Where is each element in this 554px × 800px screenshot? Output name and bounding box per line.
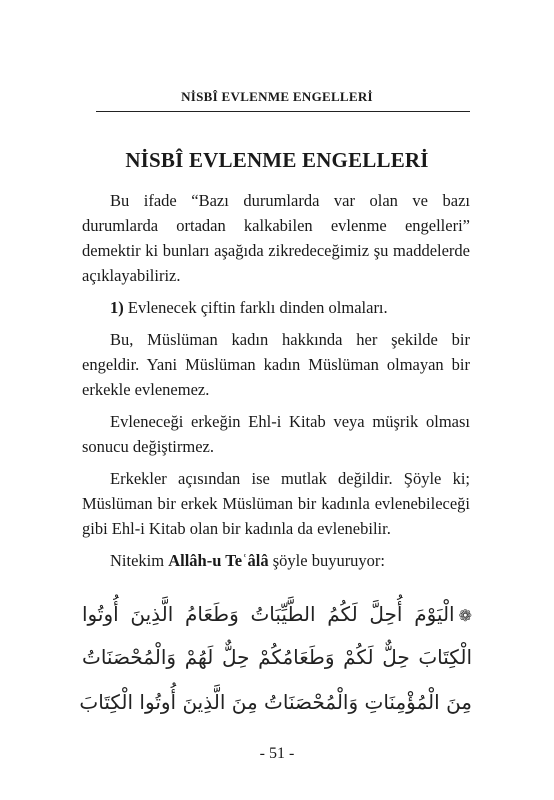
paragraph-item-1 (82, 295, 470, 320)
quote-intro-after: şöyle buyuruyor: (268, 551, 386, 570)
verse-line-2: الْكِتَابَ حِلٌّ لَكُمْ وَطَعَامُكُمْ حِلٌّ لَهُمْ وَالْمُحْصَنَاتُ (82, 645, 472, 669)
quote-intro-bold: Allâh-u Teʿâlâ (168, 551, 269, 570)
running-header: NİSBÎ EVLENME ENGELLERİ (181, 89, 373, 104)
verse-ornament-icon: ❁ (458, 606, 472, 625)
paragraph-muslim-woman: Bu, Müslüman kadın hakkında her şekilde bir engeldir. Yani Müslüman kadın Müslüman olmayan bir erkekle evlenemez. (82, 330, 470, 399)
verse-line-1 (82, 602, 472, 626)
verse-line-1-text: الْيَوْمَ أُحِلَّ لَكُمُ الطَّيِّبَاتُ وَطَعَامُ الَّذِينَ أُوتُوا (82, 602, 455, 626)
paragraph-men: Erkekler açısından ise mutlak değildir. Şöyle ki; Müslüman bir erkek Müslüman bir kadınla evlenebileceği gibi Ehl-i Kitab olan bir kadınla da evlenebilir. (82, 469, 470, 538)
item-number: 1) (110, 298, 124, 317)
body-text (82, 188, 470, 580)
quote-intro-before: Nitekim (110, 551, 169, 570)
item-text: Evlenecek çiftin farklı dinden olmaları. (123, 298, 388, 317)
verse-line-3: مِنَ الْمُؤْمِنَاتِ وَالْمُحْصَنَاتُ مِنَ الَّذِينَ أُوتُوا الْكِتَابَ (79, 690, 472, 714)
paragraph-intro: Bu ifade “Bazı durumlarda var olan ve bazı durumlarda ortadan kalkabilen evlenme engelleri” demektir ki bunları aşağıda zikredeceğimiz şu maddelerde açıklayabiliriz. (82, 191, 470, 285)
page-number: - 51 - (259, 745, 295, 762)
paragraph-quote-intro (82, 548, 470, 573)
paragraph-result: Evleneceği erkeğin Ehl-i Kitab veya müşrik olması sonucu değiştirmez. (82, 412, 470, 456)
section-title: NİSBÎ EVLENME ENGELLERİ (125, 148, 429, 172)
header-divider (96, 111, 470, 112)
